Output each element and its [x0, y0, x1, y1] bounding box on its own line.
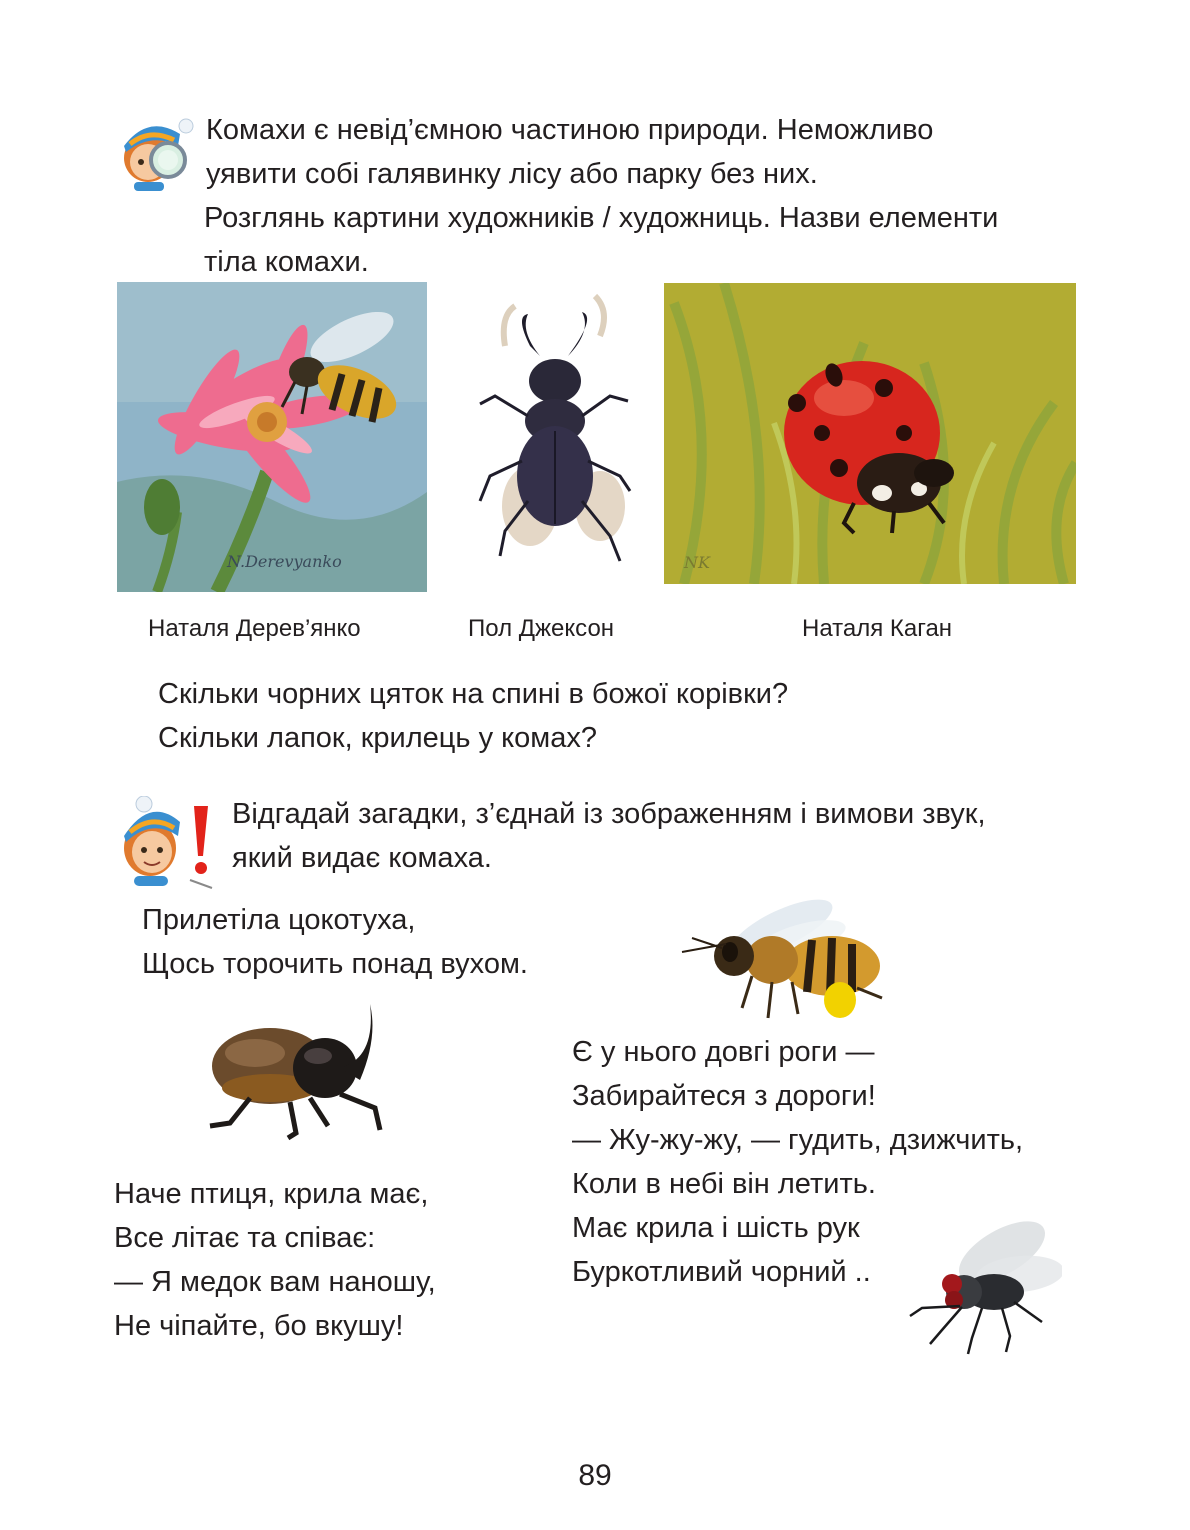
- riddle-line: Наче птиця, крила має,: [114, 1178, 429, 1210]
- bee-image[interactable]: [672, 868, 894, 1028]
- painting-ladybug: [664, 283, 1076, 584]
- riddle-line: Буркотливий чорний ..: [572, 1256, 871, 1288]
- painting-bee-on-flower: [117, 282, 427, 592]
- caption-kagan: Наталя Каган: [802, 615, 953, 642]
- intro-line: Комахи є невід’ємною частиною природи. Неможливо: [206, 114, 934, 146]
- task2-line: який видає комаха.: [232, 842, 492, 874]
- riddle-line: — Жу-жу-жу, — гудить, дзижчить,: [572, 1124, 1024, 1156]
- riddle-line: — Я медок вам наношу,: [114, 1266, 436, 1298]
- task2-text: [232, 792, 986, 880]
- painting-stag-beetle: [460, 286, 650, 582]
- boy-with-exclamation-icon: [106, 796, 218, 892]
- intro-line: уявити собі галявинку лісу або парку без них.: [206, 158, 818, 190]
- intro-line: Розглянь картини художників / художниць. Назви елементи: [204, 202, 999, 234]
- caption-derevianko: Наталя Дерев’янко: [148, 615, 361, 642]
- intro-text-continued: [204, 196, 998, 284]
- riddle-line: Все літає та співає:: [114, 1222, 376, 1254]
- questions: [158, 672, 788, 760]
- riddle-line: Є у нього довгі роги —: [572, 1036, 875, 1068]
- painting-signature: N.Derevyanko: [227, 552, 342, 571]
- page-number: 89: [578, 1459, 612, 1492]
- boy-with-magnifier-icon: [108, 110, 204, 194]
- riddle-line: Має крила і шість рук: [572, 1212, 860, 1244]
- riddle-line: Прилетіла цокотуха,: [142, 904, 416, 936]
- question-line: Скільки лапок, крилець у комах?: [158, 722, 597, 754]
- fly-image[interactable]: [902, 1212, 1062, 1358]
- question-line: Скільки чорних цяток на спині в божої корівки?: [158, 678, 789, 710]
- riddle-line: Коли в небі він летить.: [572, 1168, 876, 1200]
- riddle-2: [114, 1172, 436, 1348]
- riddle-line: Щось торочить понад вухом.: [142, 948, 528, 980]
- task2-line: Відгадай загадки, з’єднай із зображенням і вимови звук,: [232, 798, 986, 830]
- riddle-1: [142, 898, 528, 986]
- intro-line: тіла комахи.: [204, 246, 369, 278]
- rhinoceros-beetle-image[interactable]: [200, 998, 394, 1144]
- painting-signature: NK: [684, 553, 710, 572]
- riddle-line: Не чіпайте, бо вкушу!: [114, 1310, 404, 1342]
- riddle-line: Забирайтеся з дороги!: [572, 1080, 876, 1112]
- caption-jackson: Пол Джексон: [468, 615, 615, 642]
- intro-text: [206, 108, 933, 196]
